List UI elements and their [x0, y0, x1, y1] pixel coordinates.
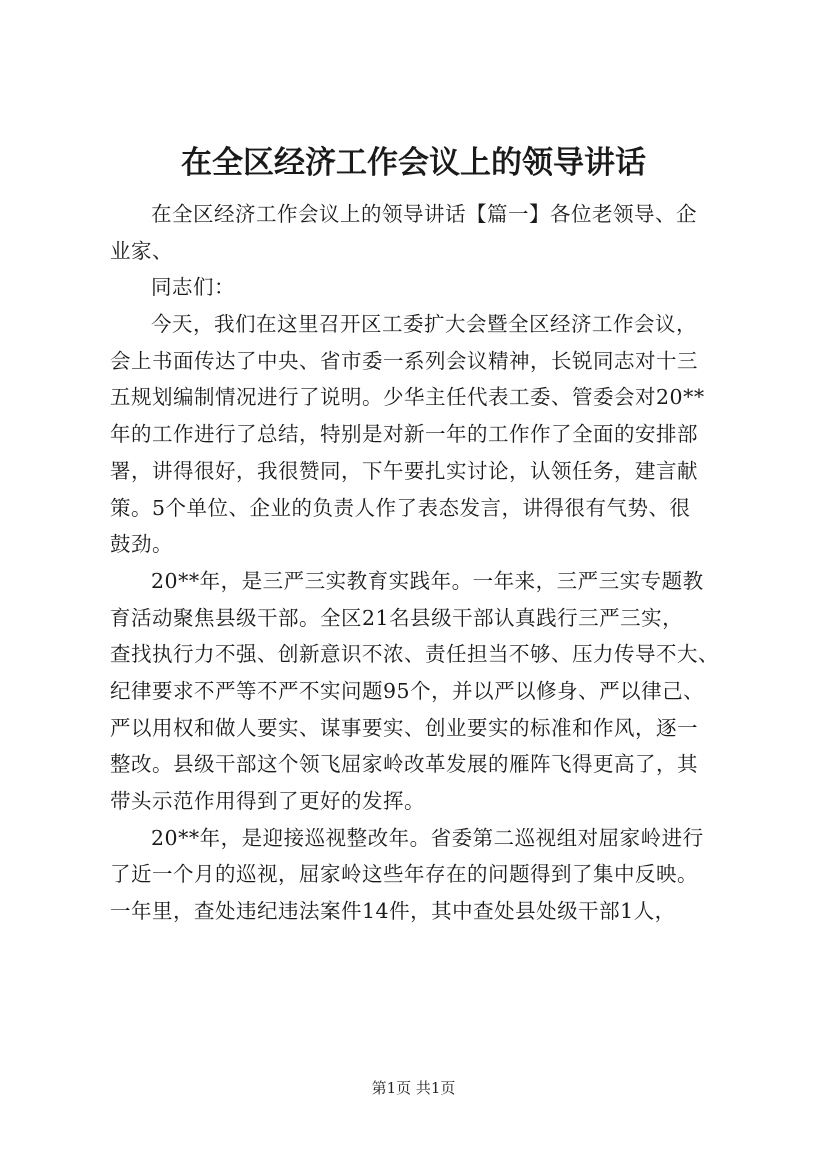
page-footer: 第1页 共1页: [371, 1079, 456, 1097]
body-line: 育活动聚焦县级干部。全区21名县级干部认真践行三严三实，: [110, 605, 684, 630]
body-line: 五规划编制情况进行了说明。少华主任代表工委、管委会对20**: [110, 385, 705, 410]
body-line: 20**年，是迎接巡视整改年。省委第二巡视组对屈家岭进行: [151, 825, 704, 850]
body-line: 鼓劲。: [110, 532, 173, 557]
body-line: 带头示范作用得到了更好的发挥。: [110, 789, 425, 813]
body-line: 了近一个月的巡视，屈家岭这些年存在的问题得到了集中反映。: [110, 862, 698, 887]
body-line: 纪律要求不严等不严不实问题95个，并以严以修身、严以律己、: [110, 678, 705, 703]
body-line: 策。5个单位、企业的负责人作了表态发言，讲得很有气势、很: [110, 495, 691, 520]
body-line: 署，讲得很好，我很赞同，下午要扎实讨论，认领任务，建言献: [110, 458, 698, 483]
document-title: 在全区经济工作会议上的领导讲话: [181, 145, 646, 181]
body-line: 严以用权和做人要实、谋事要实、创业要实的标准和作风，逐一: [110, 715, 698, 740]
body-line: 整改。县级干部这个领飞屈家岭改革发展的雁阵飞得更高了，其: [110, 752, 698, 777]
body-line: 一年里，查处违纪违法案件14件，其中查处县处级干部1人，: [110, 899, 676, 924]
body-line: 在全区经济工作会议上的领导讲话【篇一】各位老领导、企: [151, 202, 697, 226]
body-line: 查找执行力不强、创新意识不浓、责任担当不够、压力传导不大、: [110, 642, 719, 667]
body-line: 年的工作进行了总结，特别是对新一年的工作作了全面的安排部: [110, 422, 698, 447]
body-line: 业家、: [110, 238, 173, 263]
body-line: 同志们：: [151, 275, 235, 300]
body-line: 20**年，是三严三实教育实践年。一年来，三严三实专题教: [151, 568, 704, 593]
body-line: 会上书面传达了中央、省市委一系列会议精神，长锐同志对十三: [110, 348, 698, 373]
document-body: [110, 196, 732, 930]
body-line: 今天，我们在这里召开区工委扩大会暨全区经济工作会议，: [151, 312, 697, 337]
